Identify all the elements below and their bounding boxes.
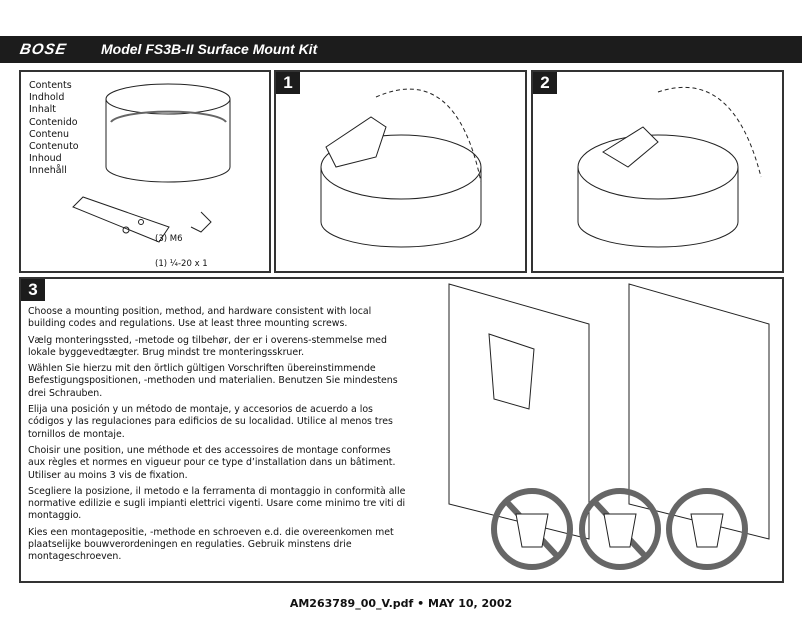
contents-label: Contents <box>29 80 72 91</box>
step-2-panel <box>531 70 784 273</box>
contents-label: Contenuto <box>29 141 79 153</box>
instruction-nl: Kies een montagepositie, -methode en schroeven e.d. die overeenkomen met plaatselijke bouwverordeningen en regulaties. Gebruik minstens drie montageschroeven. <box>28 526 394 563</box>
instruction-en: Choose a mounting position, method, and hardware consistent with local building codes and regulations. Use at least three mounting screws. <box>28 306 372 330</box>
bolt-label: (1) ¼-20 x 1 <box>155 259 208 269</box>
contents-label: Inhoud <box>29 153 62 165</box>
step-2-illustration <box>533 72 783 272</box>
document-title: Model FS3B-II Surface Mount Kit <box>101 41 318 57</box>
header-bar <box>0 36 802 63</box>
instruction-de: Wählen Sie hierzu mit den örtlich gültigen Vorschriften übereinstimmende Befestigungspositionen, -methoden und materialien. Benutzen Sie mindestens drei Schrauben. <box>28 363 398 399</box>
contents-label: Inhalt <box>29 104 57 116</box>
step-1-illustration <box>276 72 526 272</box>
m6-screws-label: (3) M6 <box>155 234 183 244</box>
bose-logo: BOSE <box>18 41 69 58</box>
instruction-fr: Choisir une position, une méthode et des accessoires de montage conformes aux règles et normes en vigueur pour ce type d’installation dans un bâtiment. Utiliser au moins 3 vis de fixation. <box>28 444 396 481</box>
step-number: 2 <box>533 72 557 94</box>
contents-label: Contenido <box>29 116 78 128</box>
instruction-es: Elija una posición y un método de montaje, y accesorios de acuerdo a los códigos y las regulaciones para edificios de su localidad. Utilice al menos tres tornillos de montaje. <box>28 404 393 440</box>
step-3-panel <box>19 277 784 583</box>
instruction-it: Scegliere la posizione, il metodo e la ferramenta di montaggio in conformità alle normative edilizie e sugli impianti elettrici vigenti. Usare come minimo tre viti di montaggio. <box>28 485 406 522</box>
footer-document-id: AM263789_00_V.pdf • MAY 10, 2002 <box>289 597 513 610</box>
step-1-panel <box>274 70 527 273</box>
enclosure-ring-illustration <box>21 72 271 272</box>
instruction-da: Vælg monteringssted, -metode og tilbehør, der er i overens-stemmelse med lokale byggevedtægter. Brug mindst tre monteringsskruer. <box>28 334 387 358</box>
step-number: 1 <box>276 72 300 94</box>
contents-label: Contenu <box>29 128 70 140</box>
step-number: 3 <box>21 279 45 301</box>
contents-label: Innehåll <box>29 165 67 177</box>
mounting-illustration <box>424 279 784 579</box>
contents-label: Indhold <box>29 92 65 104</box>
contents-panel <box>19 70 271 273</box>
step-3-instructions <box>28 306 408 568</box>
